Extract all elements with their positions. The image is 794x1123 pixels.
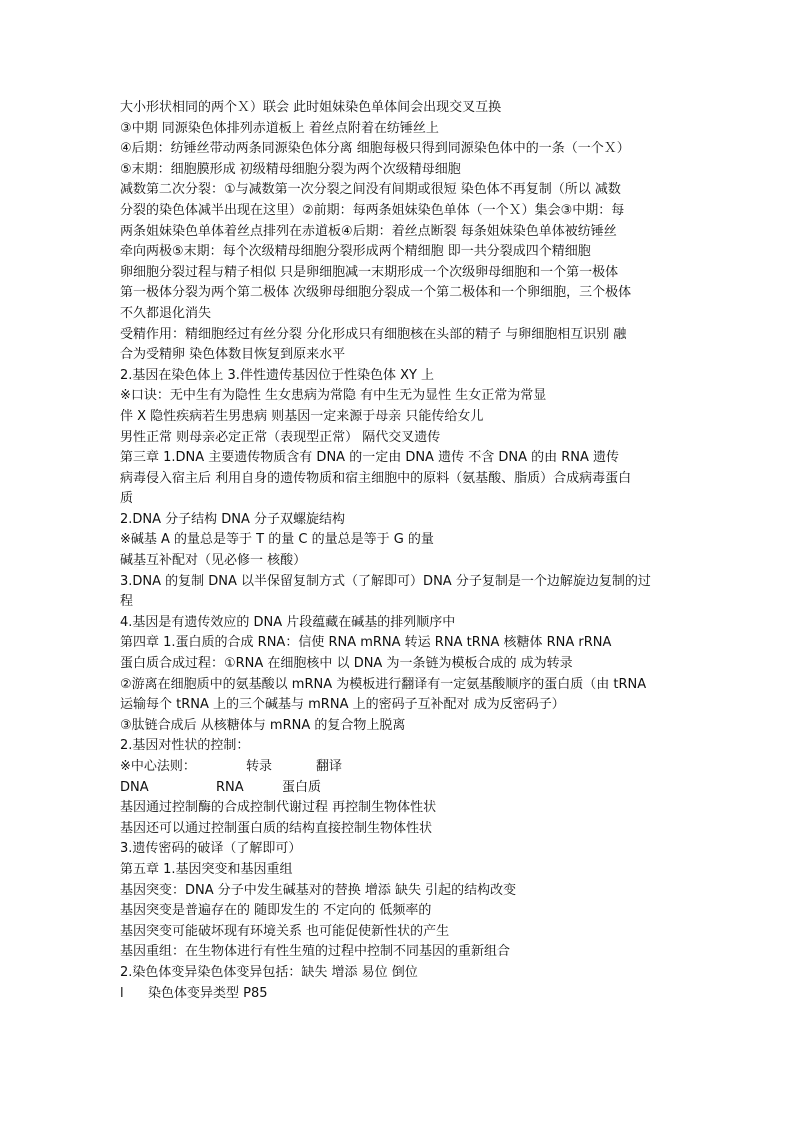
text-line: ②游离在细胞质中的氨基酸以 mRNA 为模板进行翻译有一定氨基酸顺序的蛋白质（由 tRNA — [120, 676, 647, 692]
text-line: 卵细胞分裂过程与精子相似 只是卵细胞减一末期形成一个次级卵母细胞和一个第一极体 — [120, 264, 619, 280]
text-line: 病毒侵入宿主后 利用自身的遗传物质和宿主细胞中的原料（氨基酸、脂质）合成病毒蛋白 — [120, 470, 632, 486]
text-line: 3.DNA 的复制 DNA 以半保留复制方式（了解即可）DNA 分子复制是一个边解旋边复制的过 — [120, 573, 651, 589]
document-body — [120, 98, 680, 1004]
text-line: 大小形状相同的两个Ｘ）联会 此时姐妹染色单体间会出现交叉互换 — [120, 100, 502, 115]
text-line: 2.基因对性状的控制： — [120, 738, 250, 754]
translation-label: 翻译 — [316, 759, 343, 774]
central-dogma-title: ※中心法则： — [120, 759, 196, 774]
text-line: 基因通过控制酶的合成控制代谢过程 再控制生物体性状 — [120, 800, 437, 816]
text-line: 第四章 1.蛋白质的合成 RNA：信使 RNA mRNA 转运 RNA tRNA 核糖体 RNA rRNA — [120, 635, 612, 651]
text-line: ⑤末期：细胞膜形成 初级精母细胞分裂为两个次级精母细胞 — [120, 161, 461, 177]
text-line: 合为受精卵 染色体数目恢复到原来水平 — [120, 347, 346, 363]
transcription-label: 转录 — [246, 759, 273, 774]
dna-label: DNA — [120, 779, 149, 795]
text-line: 受精作用：精细胞经过有丝分裂 分化形成只有细胞核在头部的精子 与卵细胞相互识别 融 — [120, 326, 627, 342]
text-line: ※口诀：无中生有为隐性 生女患病为常隐 有中生无为显性 生女正常为常显 — [120, 388, 547, 404]
text-line: 碱基互补配对（见必修一 核酸） — [120, 553, 307, 569]
text-line: 基因重组：在生物体进行有性生殖的过程中控制不同基因的重新组合 — [120, 944, 511, 960]
bullet-text: 染色体变异类型 P85 — [148, 985, 268, 1001]
text-line: 2.基因在染色体上 3.伴性遗传基因位于性染色体 XY 上 — [120, 367, 435, 383]
text-line: 基因突变是普遍存在的 随即发生的 不定向的 低频率的 — [120, 903, 432, 919]
text-line: ③中期 同源染色体排列赤道板上 着丝点附着在纺锤丝上 — [120, 120, 439, 136]
text-line: 2.染色体变异染色体变异包括：缺失 增添 易位 倒位 — [120, 964, 418, 980]
central-dogma-label-row — [120, 757, 680, 778]
text-line: 牵向两极⑤末期：每个次级精母细胞分裂形成两个精细胞 即一共分裂成四个精细胞 — [120, 244, 591, 260]
text-line: 基因突变：DNA 分子中发生碱基对的替换 增添 缺失 引起的结构改变 — [120, 882, 517, 898]
text-line: 不久都退化消失 — [120, 305, 212, 321]
protein-label: 蛋白质 — [282, 779, 322, 795]
text-line: 第五章 1.基因突变和基因重组 — [120, 861, 293, 877]
rna-label: RNA — [216, 779, 244, 795]
text-line: 质 — [120, 491, 134, 507]
central-dogma-molecule-row — [120, 778, 680, 799]
text-line: 男性正常 则母亲必定正常（表现型正常） 隔代交叉遗传 — [120, 429, 441, 445]
text-line: ④后期：纺锤丝带动两条同源染色体分离 细胞每极只得到同源染色体中的一条（一个Ｘ） — [120, 141, 630, 157]
list-bullet-line — [120, 984, 680, 1005]
bullet-marker: l — [120, 985, 124, 1001]
text-line: 4.基因是有遗传效应的 DNA 片段蕴藏在碱基的排列顺序中 — [120, 614, 456, 630]
text-line: 第三章 1.DNA 主要遗传物质含有 DNA 的一定由 DNA 遗传 不含 DNA 的由 RNA 遗传 — [120, 450, 620, 466]
text-line: 分裂的染色体减半出现在这里）②前期：每两条姐妹染色单体（一个Ｘ）集会③中期：每 — [120, 202, 625, 218]
text-line: 2.DNA 分子结构 DNA 分子双螺旋结构 — [120, 511, 346, 527]
text-line: 减数第二次分裂：①与减数第一次分裂之间没有间期或很短 染色体不再复制（所以 减数 — [120, 182, 621, 198]
text-line: 两条姐妹染色单体着丝点排列在赤道板④后期：着丝点断裂 每条姐妹染色单体被纺锤丝 — [120, 223, 617, 239]
text-line: 运输每个 tRNA 上的三个碱基与 mRNA 上的密码子互补配对 成为反密码子） — [120, 697, 565, 713]
text-line: 第一极体分裂为两个第二极体 次级卵母细胞分裂成一个第二极体和一个卵细胞，三个极体 — [120, 285, 632, 301]
text-line: 基因突变可能破坏现有环境关系 也可能促使新性状的产生 — [120, 923, 450, 939]
text-line: 3.遗传密码的破译（了解即可） — [120, 841, 302, 857]
text-line: 程 — [120, 594, 134, 610]
text-line: ※碱基 A 的量总是等于 T 的量 C 的量总是等于 G 的量 — [120, 532, 434, 548]
text-line: 伴 X 隐性疾病若生男患病 则基因一定来源于母亲 只能传给女儿 — [120, 408, 484, 424]
text-line: 基因还可以通过控制蛋白质的结构直接控制生物体性状 — [120, 820, 433, 836]
text-line: 蛋白质合成过程：①RNA 在细胞核中 以 DNA 为一条链为模板合成的 成为转录 — [120, 656, 573, 672]
text-line: ③肽链合成后 从核糖体与 mRNA 的复合物上脱离 — [120, 717, 406, 733]
